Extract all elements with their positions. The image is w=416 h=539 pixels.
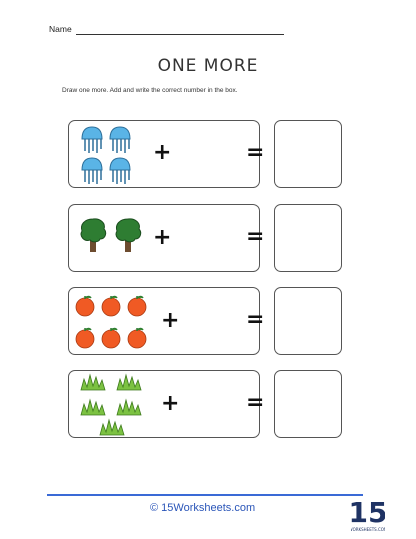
equals-sign: = — [246, 140, 265, 165]
answer-box-2[interactable] — [274, 204, 342, 272]
footer-divider — [47, 494, 363, 496]
jellyfish-icon — [80, 125, 104, 155]
problem-box-2 — [68, 204, 260, 272]
instruction-text: Draw one more. Add and write the correct number in the box. — [62, 87, 238, 94]
orange-icon — [75, 327, 95, 349]
jellyfish-icon — [108, 125, 132, 155]
answer-box-1[interactable] — [274, 120, 342, 188]
orange-icon — [101, 295, 121, 317]
grass-icon — [115, 398, 143, 416]
grass-icon — [79, 373, 107, 391]
tree-icon — [113, 217, 143, 253]
site-logo — [351, 494, 385, 534]
tree-icon — [78, 217, 108, 253]
orange-icon — [75, 295, 95, 317]
name-label: Name — [49, 24, 72, 34]
equals-sign: = — [246, 390, 265, 415]
plus-sign: + — [153, 225, 172, 250]
answer-box-4[interactable] — [274, 370, 342, 438]
orange-icon — [127, 327, 147, 349]
plus-sign: + — [153, 140, 172, 165]
equals-sign: = — [246, 307, 265, 332]
jellyfish-icon — [108, 156, 132, 186]
orange-icon — [101, 327, 121, 349]
logo-subtext: ORKSHEETS.CO — [352, 527, 384, 532]
footer-copyright-link[interactable]: © 15Worksheets.com — [150, 502, 256, 514]
name-line[interactable] — [76, 34, 284, 35]
problem-box-1 — [68, 120, 260, 188]
jellyfish-icon — [80, 156, 104, 186]
problem-box-4 — [68, 370, 260, 438]
orange-icon — [127, 295, 147, 317]
worksheet-title: ONE MORE — [157, 56, 259, 76]
grass-icon — [98, 418, 126, 436]
answer-box-3[interactable] — [274, 287, 342, 355]
logo-number: 15 — [351, 496, 385, 529]
problem-box-3 — [68, 287, 260, 355]
plus-sign: + — [161, 308, 180, 333]
equals-sign: = — [246, 224, 265, 249]
plus-sign: + — [161, 391, 180, 416]
grass-icon — [115, 373, 143, 391]
grass-icon — [79, 398, 107, 416]
